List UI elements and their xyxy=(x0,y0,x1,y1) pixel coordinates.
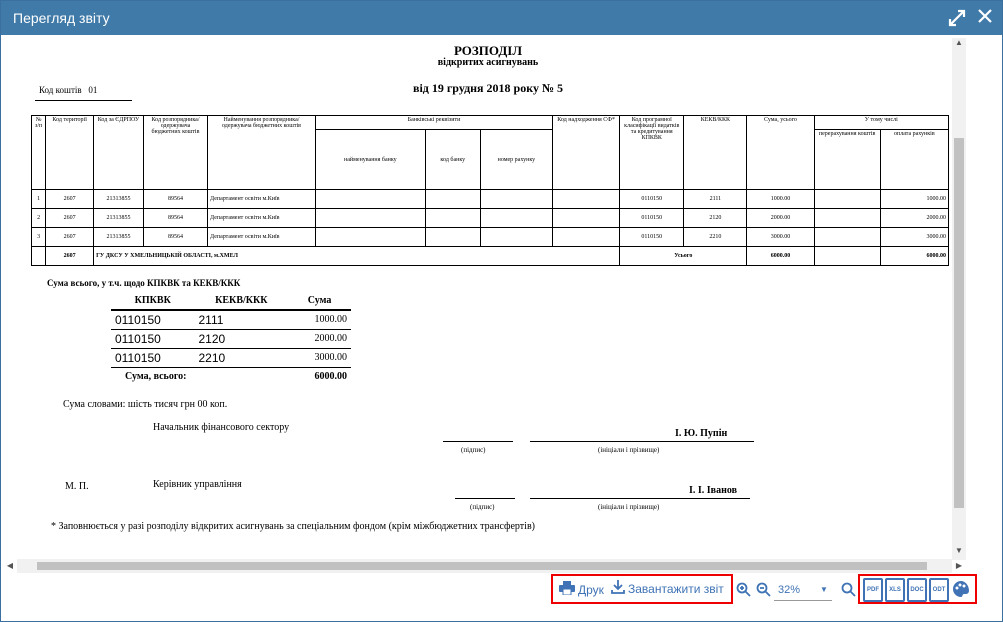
footnote: * Заповнюється у разі розподілу відкритих асигнувань за спеціальним фондом (крім міжбюджетних трансфертів) xyxy=(51,521,535,532)
kpk-summary-table xyxy=(111,291,351,386)
sign1-name: І. Ю. Пупін xyxy=(675,428,728,439)
zoom-select[interactable] xyxy=(774,581,832,601)
total-transfer xyxy=(814,247,880,266)
cell-sum: 3000.00 xyxy=(747,228,814,247)
total-row xyxy=(32,247,949,266)
chevron-down-icon: ▼ xyxy=(820,585,828,594)
sign2-name-caption: (ініціали і прізвище) xyxy=(598,503,660,511)
cell-territory: 2607 xyxy=(46,209,94,228)
sign2-name: І. І. Іванов xyxy=(689,485,737,496)
cell-num: 1 xyxy=(32,190,46,209)
th-edrpou: Код за ЄДРПОУ xyxy=(94,116,144,190)
sign1-name-caption: (ініціали і прізвище) xyxy=(598,446,660,454)
print-button[interactable] xyxy=(559,581,604,598)
allocation-table xyxy=(31,115,949,266)
title-bar xyxy=(1,1,1002,35)
horizontal-scrollbar[interactable] xyxy=(6,559,963,573)
sign1-role: Начальник фінансового сектору xyxy=(153,422,290,433)
th-transfer: перерахування коштів xyxy=(814,130,880,190)
kpk-cell-kpkvk: 0110150 xyxy=(111,348,195,367)
window-title: Перегляд звіту xyxy=(13,10,110,26)
cell-bank-name xyxy=(315,190,425,209)
total-payment: 6000.00 xyxy=(880,247,948,266)
th-incl-group: У тому числі xyxy=(814,116,948,130)
cell-bank-code xyxy=(425,228,480,247)
total-sum: 6000.00 xyxy=(747,247,814,266)
cell-sum: 1000.00 xyxy=(747,190,814,209)
table-row xyxy=(32,209,949,228)
th-manager-name: Найменування розпорядника/ одержувача бюджетних коштів xyxy=(208,116,316,190)
zoom-out-icon[interactable] xyxy=(756,582,771,602)
total-name: ГУ ДКСУ У ХМЕЛЬНИЦЬКІЙ ОБЛАСТІ, м.ХМЕЛ xyxy=(94,247,620,266)
th-program-code: Код програмної класифікації видатків та кредитування КПКВК xyxy=(620,116,684,190)
kpk-cell-kekv: 2120 xyxy=(195,329,289,348)
kpk-total-row xyxy=(111,367,351,386)
report-document xyxy=(25,35,951,560)
th-source-code: Код надходження СФ* xyxy=(553,116,620,190)
kpk-cell-sum: 2000.00 xyxy=(288,329,351,348)
zoom-value: 32% xyxy=(778,584,801,596)
kpk-th-kpkvk: КПКВК xyxy=(111,291,195,310)
sign2-signature-caption: (підпис) xyxy=(470,503,495,511)
th-num: № з/п xyxy=(32,116,46,190)
doc-title: РОЗПОДІЛ xyxy=(453,43,523,58)
printer-icon xyxy=(559,581,575,598)
kpk-cell-sum: 1000.00 xyxy=(288,310,351,329)
cell-bank-code xyxy=(425,190,480,209)
cell-source-code xyxy=(553,190,620,209)
print-label: Друк xyxy=(578,582,604,597)
th-territory: Код території xyxy=(46,116,94,190)
th-kekv: КЕКВ/ККК xyxy=(684,116,747,190)
cell-transfer xyxy=(814,190,880,209)
kpk-row xyxy=(111,348,351,367)
total-label: Усього xyxy=(620,247,747,266)
scroll-up-icon[interactable]: ▲ xyxy=(955,38,963,47)
cell-manager-name: Департамент освіти м.Київ xyxy=(208,190,316,209)
th-bank-name: найменування банку xyxy=(315,130,425,190)
sign2-role: Керівник управління xyxy=(153,479,242,490)
cell-kpkvk: 0110150 xyxy=(620,228,684,247)
kpk-total-sum: 6000.00 xyxy=(314,371,347,383)
cell-manager-name: Департамент освіти м.Київ xyxy=(208,209,316,228)
kpk-cell-kekv: 2111 xyxy=(195,310,289,329)
cell-transfer xyxy=(814,228,880,247)
doc-date-line: від 19 грудня 2018 року № 5 xyxy=(412,81,564,95)
total-territory: 2607 xyxy=(46,247,94,266)
cell-payment: 1000.00 xyxy=(880,190,948,209)
kpk-row xyxy=(111,310,351,329)
vertical-scrollbar[interactable] xyxy=(952,38,966,560)
xls-icon[interactable]: XLS xyxy=(885,578,905,602)
code-label: Код коштів 01 xyxy=(39,85,98,95)
scroll-down-icon[interactable]: ▼ xyxy=(955,546,963,555)
kpk-row xyxy=(111,329,351,348)
cell-edrpou: 21313855 xyxy=(94,209,144,228)
th-account: номер рахунку xyxy=(480,130,552,190)
download-icon xyxy=(611,580,625,597)
zoom-in-icon[interactable] xyxy=(736,582,751,602)
horizontal-scroll-thumb[interactable] xyxy=(37,562,927,570)
sum-in-words: Сума словами: шість тисяч грн 00 коп. xyxy=(63,399,228,410)
kpk-cell-kekv: 2210 xyxy=(195,348,289,367)
doc-icon[interactable]: DOC xyxy=(907,578,927,602)
download-report-button[interactable] xyxy=(611,580,724,597)
th-bank-code: код банку xyxy=(425,130,480,190)
cell-bank-code xyxy=(425,209,480,228)
cell-num: 3 xyxy=(32,228,46,247)
cell-kpkvk: 0110150 xyxy=(620,209,684,228)
close-icon[interactable] xyxy=(975,7,995,27)
cell-payment: 3000.00 xyxy=(880,228,948,247)
pdf-icon[interactable]: PDF xyxy=(863,578,883,602)
cell-transfer xyxy=(814,209,880,228)
report-toolbar xyxy=(1,573,1002,621)
odt-icon[interactable]: ODT xyxy=(929,578,949,602)
cell-territory: 2607 xyxy=(46,228,94,247)
cell-territory: 2607 xyxy=(46,190,94,209)
code-underline xyxy=(35,100,132,101)
cell-edrpou: 21313855 xyxy=(94,190,144,209)
kpk-total-label: Сума, всього: xyxy=(125,371,187,383)
cell-account xyxy=(480,209,552,228)
kpk-cell-kpkvk: 0110150 xyxy=(111,329,195,348)
palette-icon[interactable] xyxy=(952,580,970,603)
kpk-cell-kpkvk: 0110150 xyxy=(111,310,195,329)
cell-kekv: 2210 xyxy=(684,228,747,247)
cell-empty xyxy=(32,247,46,266)
cell-manager-code: 89564 xyxy=(143,190,207,209)
kpk-cell-sum: 3000.00 xyxy=(288,348,351,367)
table-row xyxy=(32,190,949,209)
cell-manager-name: Департамент освіти м.Київ xyxy=(208,228,316,247)
doc-subtitle: відкритих асигнувань xyxy=(437,57,539,68)
cell-sum: 2000.00 xyxy=(747,209,814,228)
kpk-th-kekv: КЕКВ/ККК xyxy=(195,291,289,310)
cell-source-code xyxy=(553,228,620,247)
sign2-name-line xyxy=(530,498,750,499)
sign1-signature-line xyxy=(443,441,513,442)
cell-source-code xyxy=(553,209,620,228)
th-bank-group: Банківські реквізити xyxy=(315,116,552,130)
sign2-signature-line xyxy=(455,498,515,499)
cell-account xyxy=(480,228,552,247)
maximize-icon[interactable] xyxy=(947,8,967,28)
kpk-th-sum: Сума xyxy=(288,291,351,310)
cell-payment: 2000.00 xyxy=(880,209,948,228)
th-manager-code: Код розпорядника/ одержувача бюджетних коштів xyxy=(143,116,207,190)
cell-bank-name xyxy=(315,228,425,247)
th-payment: оплата рахунків xyxy=(880,130,948,190)
th-sum-total: Сума, усього xyxy=(747,116,814,190)
sign1-signature-caption: (підпис) xyxy=(461,446,486,454)
scroll-left-icon[interactable]: ◀ xyxy=(6,561,14,570)
cell-kekv: 2111 xyxy=(684,190,747,209)
vertical-scroll-thumb[interactable] xyxy=(954,138,964,508)
cell-manager-code: 89564 xyxy=(143,209,207,228)
sign1-name-line xyxy=(530,441,754,442)
zoom-fit-icon[interactable] xyxy=(841,582,856,602)
kpk-heading: Сума всього, у т.ч. щодо КПКВК та КЕКВ/ККК xyxy=(47,278,241,288)
download-label: Завантажити звіт xyxy=(628,581,724,596)
report-viewport xyxy=(1,35,1002,573)
cell-num: 2 xyxy=(32,209,46,228)
table-row xyxy=(32,228,949,247)
cell-kpkvk: 0110150 xyxy=(620,190,684,209)
cell-account xyxy=(480,190,552,209)
cell-manager-code: 89564 xyxy=(143,228,207,247)
stamp-place: М. П. xyxy=(65,481,89,492)
cell-edrpou: 21313855 xyxy=(94,228,144,247)
scroll-right-icon[interactable]: ▶ xyxy=(955,561,963,570)
cell-kekv: 2120 xyxy=(684,209,747,228)
cell-bank-name xyxy=(315,209,425,228)
